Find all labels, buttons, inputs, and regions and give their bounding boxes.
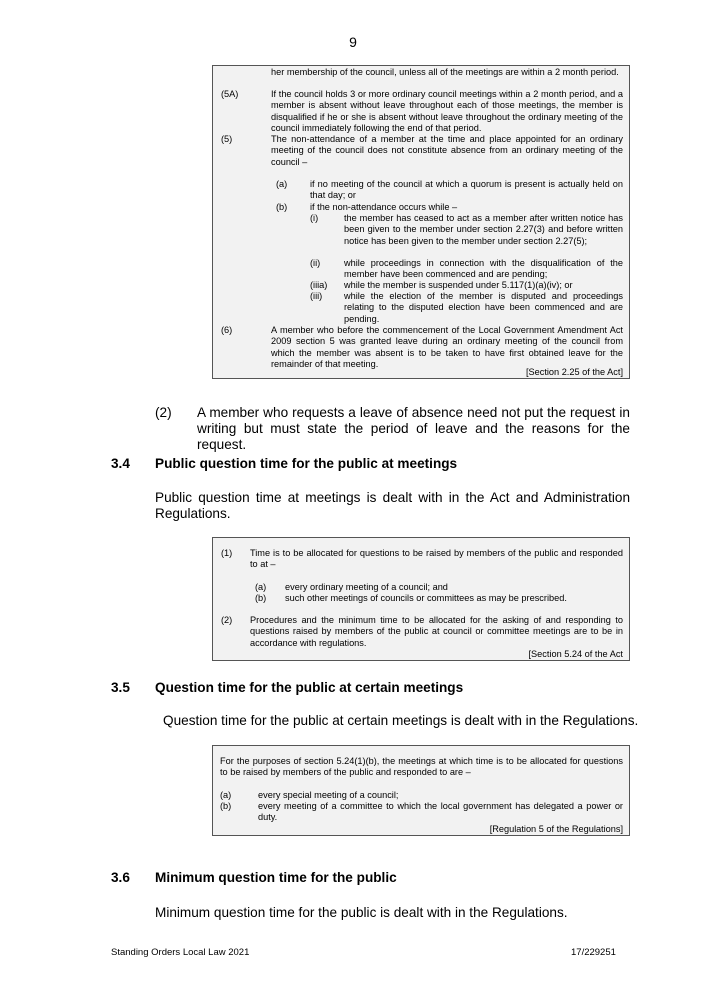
- continued-text: her membership of the council, unless all of the meetings are within a 2 month period.: [271, 67, 619, 77]
- subsection-label: (1): [221, 548, 233, 558]
- subsection-text: The non-attendance of a member at the time and place appointed for an ordinary meeting of the council does not constitute absence from an ordinary meeting of the council –: [271, 134, 623, 167]
- subparagraph-text: while the member is suspended under 5.117(1)(a)(iv); or: [344, 280, 573, 290]
- paragraph-label: (b): [276, 202, 288, 212]
- citation: [Section 5.24 of the Act: [528, 649, 623, 659]
- paragraph-text: such other meetings of councils or committees as may be prescribed.: [285, 593, 567, 603]
- subparagraph-label: (ii): [310, 258, 321, 268]
- clause-label: (2): [155, 405, 172, 420]
- subsection-label: (6): [221, 325, 233, 335]
- footer-reference-number: 17/229251: [571, 947, 616, 958]
- section-body: Public question time at meetings is dealt with in the Act and Administration Regulations.: [155, 490, 630, 521]
- paragraph-text: every ordinary meeting of a council; and: [285, 582, 448, 592]
- paragraph-label: (a): [276, 179, 288, 189]
- regulation-extract-box: [212, 745, 630, 836]
- paragraph-label: (a): [255, 582, 267, 592]
- subparagraph-label: (iii): [310, 291, 323, 301]
- statute-extract-box-section-2-25: [212, 65, 630, 379]
- subsection-label: (5): [221, 134, 233, 144]
- paragraph-label: (b): [220, 801, 232, 811]
- subsection-label: (2): [221, 615, 233, 625]
- paragraph-label: (b): [255, 593, 267, 603]
- section-body: Question time for the public at certain meetings is dealt with in the Regulations.: [163, 713, 639, 728]
- paragraph-text: if the non-attendance occurs while –: [310, 202, 458, 212]
- paragraph-text: every special meeting of a council;: [258, 790, 399, 800]
- clause-text: A member who requests a leave of absence need not put the request in writing but must state the period of leave and the reasons for the request.: [197, 405, 630, 452]
- subsection-text: Time is to be allocated for questions to be raised by members of the public and responded to at –: [250, 548, 623, 570]
- paragraph-text: every meeting of a committee to which the local government has delegated a power or duty.: [258, 801, 623, 823]
- subparagraph-text: the member has ceased to act as a member after written notice has been given to the member under section 2.27(3) and before written notice has been given to the member under section 2.27(5);: [344, 213, 623, 246]
- subparagraph-text: while proceedings in connection with the disqualification of the member have been commenced and are pending;: [344, 258, 623, 280]
- section-number: 3.4: [111, 456, 130, 471]
- section-body: Minimum question time for the public is dealt with in the Regulations.: [155, 905, 568, 920]
- citation: [Regulation 5 of the Regulations]: [489, 824, 623, 834]
- subsection-text: If the council holds 3 or more ordinary council meetings within a 2 month period, and a member is absent without leave throughout each of those meetings, the member is disqualified if he or she is absent without leave throughout the ordinary meeting of the council immediately following the end of that period.: [271, 89, 623, 133]
- statute-extract-box-section-5-24: [212, 537, 630, 661]
- section-number: 3.6: [111, 870, 130, 885]
- subparagraph-text: while the election of the member is disputed and proceedings relating to the disputed election have been commenced and are pending.: [344, 291, 623, 324]
- regulation-intro: For the purposes of section 5.24(1)(b), the meetings at which time is to be allocated for questions to be raised by members of the public and responded to are –: [220, 756, 623, 778]
- subparagraph-label: (i): [310, 213, 319, 223]
- subsection-label: (5A): [221, 89, 239, 99]
- section-heading: Question time for the public at certain meetings: [155, 680, 464, 695]
- section-heading: Minimum question time for the public: [155, 870, 397, 885]
- footer-document-title: Standing Orders Local Law 2021: [111, 947, 250, 958]
- subsection-text: A member who before the commencement of the Local Government Amendment Act 2009 section 5 was granted leave during an ordinary meeting of the council from which the member was absent is to be taken to have first obtained leave for the remainder of that meeting.: [271, 325, 623, 369]
- paragraph-text: if no meeting of the council at which a quorum is present is actually held on that day; or: [310, 179, 623, 201]
- citation: [Section 2.25 of the Act]: [525, 367, 623, 377]
- page-number: 9: [349, 34, 357, 50]
- subsection-text: Procedures and the minimum time to be allocated for the asking of and responding to questions raised by members of the public at council or committee meetings are to be in accordance with regulations.: [250, 615, 623, 648]
- paragraph-label: (a): [220, 790, 232, 800]
- section-heading: Public question time for the public at meetings: [155, 456, 458, 471]
- subparagraph-label: (iiia): [310, 280, 328, 290]
- section-number: 3.5: [111, 680, 130, 695]
